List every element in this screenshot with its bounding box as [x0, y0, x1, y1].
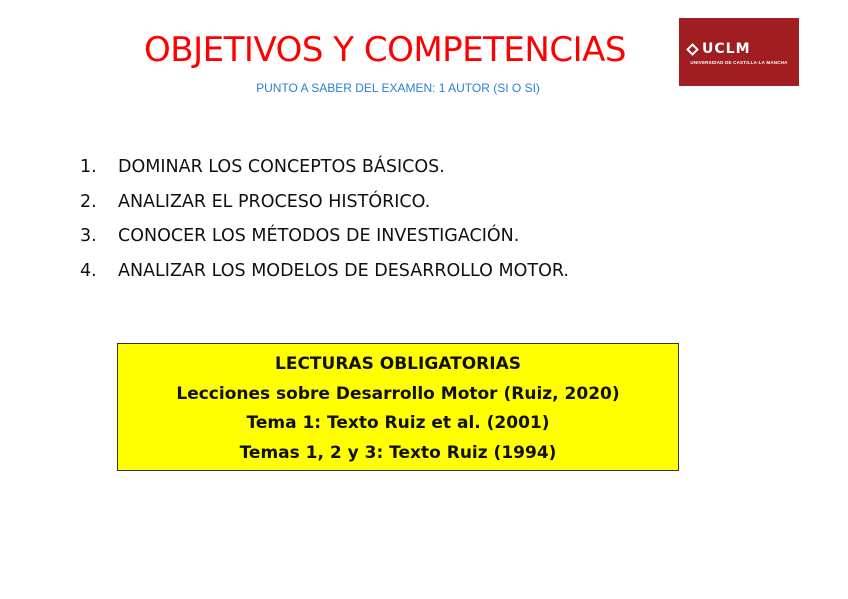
readings-heading: LECTURAS OBLIGATORIAS — [275, 354, 521, 374]
reading-item: Temas 1, 2 y 3: Texto Ruiz (1994) — [239, 442, 557, 463]
uclm-logo — [679, 18, 799, 86]
list-item-text: DOMINAR LOS CONCEPTOS BÁSICOS. — [118, 157, 445, 177]
list-item — [80, 254, 569, 289]
list-item-text: ANALIZAR LOS MODELOS DE DESARROLLO MOTOR. — [118, 260, 569, 281]
reading-item: Lecciones sobre Desarrollo Motor (Ruiz, 2020) — [176, 383, 620, 404]
reading-item: Tema 1: Texto Ruiz et al. (2001) — [246, 413, 550, 433]
page-title: OBJETIVOS Y COMPETENCIAS — [144, 30, 626, 70]
list-item-number: 2. — [80, 191, 97, 212]
list-item-number: 3. — [80, 226, 97, 246]
diamond-icon — [686, 43, 699, 56]
logo-mark — [688, 42, 751, 56]
logo-text: UCLM — [702, 41, 751, 57]
list-item-number: 1. — [80, 157, 97, 177]
list-item-text: ANALIZAR EL PROCESO HISTÓRICO. — [118, 191, 431, 212]
list-item — [80, 219, 569, 254]
list-item-number: 4. — [80, 260, 97, 281]
objectives-list — [80, 150, 569, 288]
required-readings-box — [117, 343, 679, 471]
list-item — [80, 150, 569, 185]
list-item — [80, 185, 569, 220]
page-subtitle: PUNTO A SABER DEL EXAMEN: 1 AUTOR (SI O SI) — [256, 81, 540, 95]
logo-subtext: UNIVERSIDAD DE CASTILLA-LA MANCHA — [690, 60, 788, 65]
list-item-text: CONOCER LOS MÉTODOS DE INVESTIGACIÓN. — [118, 226, 520, 246]
